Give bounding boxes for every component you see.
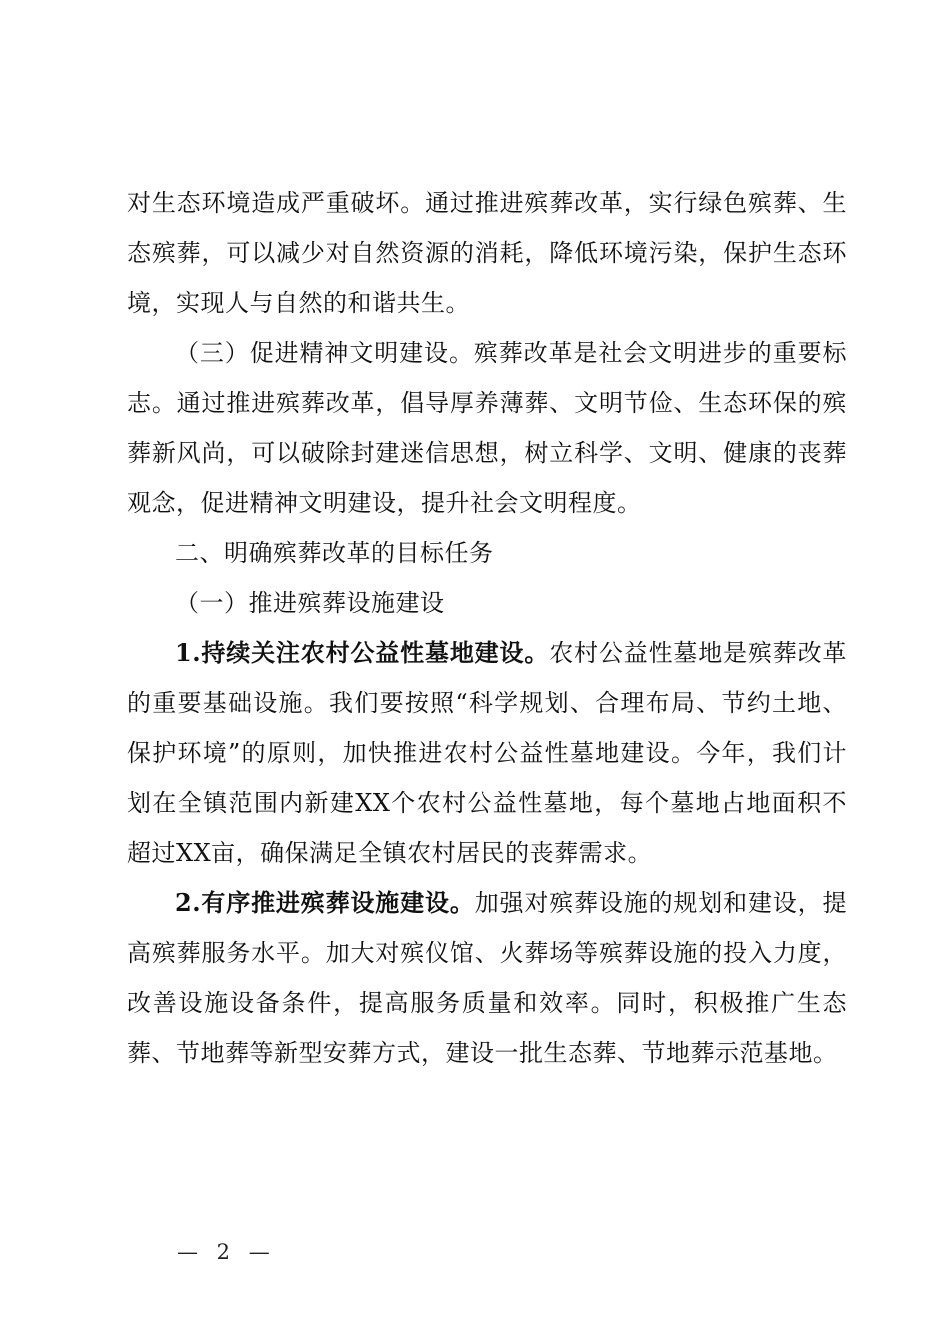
heading-text: （一）推进殡葬设施建设 xyxy=(175,589,445,617)
paragraph-lead: 1.持续关注农村公益性墓地建设。 xyxy=(175,638,550,667)
paragraph-text: 对生态环境造成严重破坏。通过推进殡葬改革，实行绿色殡葬、生态殡葬，可以减少对自然资源的消耗，降低环境污染，保护生态环境，实现人与自然的和谐共生。 xyxy=(127,189,847,317)
paragraph-funeral-facilities xyxy=(127,878,847,1078)
heading-text: 二、明确殡葬改革的目标任务 xyxy=(175,539,494,567)
paragraph-text: 加强对殡葬设施的规划和建设，提高殡葬服务水平。加大对殡仪馆、火葬场等殡葬设施的投入力度，改善设施设备条件，提高服务质量和效率。同时，积极推广生态葬、节地葬等新型安葬方式，建设一批生态葬、节地葬示范基地。 xyxy=(127,889,847,1067)
page-number: — 2 — xyxy=(177,1240,276,1264)
paragraph-text: 农村公益性墓地是殡葬改革的重要基础设施。我们要按照“科学规划、合理布局、节约土地、保护环境”的原则，加快推进农村公益性墓地建设。今年，我们计划在全镇范围内新建XX个农村公益性墓地，每个墓地占地面积不超过XX亩，确保满足全镇农村居民的丧葬需求。 xyxy=(127,639,847,867)
paragraph-text: （三）促进精神文明建设。殡葬改革是社会文明进步的重要标志。通过推进殡葬改革，倡导厚养薄葬、文明节俭、生态环保的殡葬新风尚，可以破除封建迷信思想，树立科学、文明、健康的丧葬观念，促进精神文明建设，提升社会文明程度。 xyxy=(127,339,847,517)
subsection-heading-facilities xyxy=(127,578,847,628)
paragraph-spiritual-civilization xyxy=(127,328,847,528)
section-heading-goals xyxy=(127,528,847,578)
paragraph-ecology-continued xyxy=(127,178,847,328)
paragraph-lead: 2.有序推进殡葬设施建设。 xyxy=(175,888,475,917)
paragraph-rural-cemetery xyxy=(127,628,847,878)
document-body xyxy=(127,178,847,1078)
